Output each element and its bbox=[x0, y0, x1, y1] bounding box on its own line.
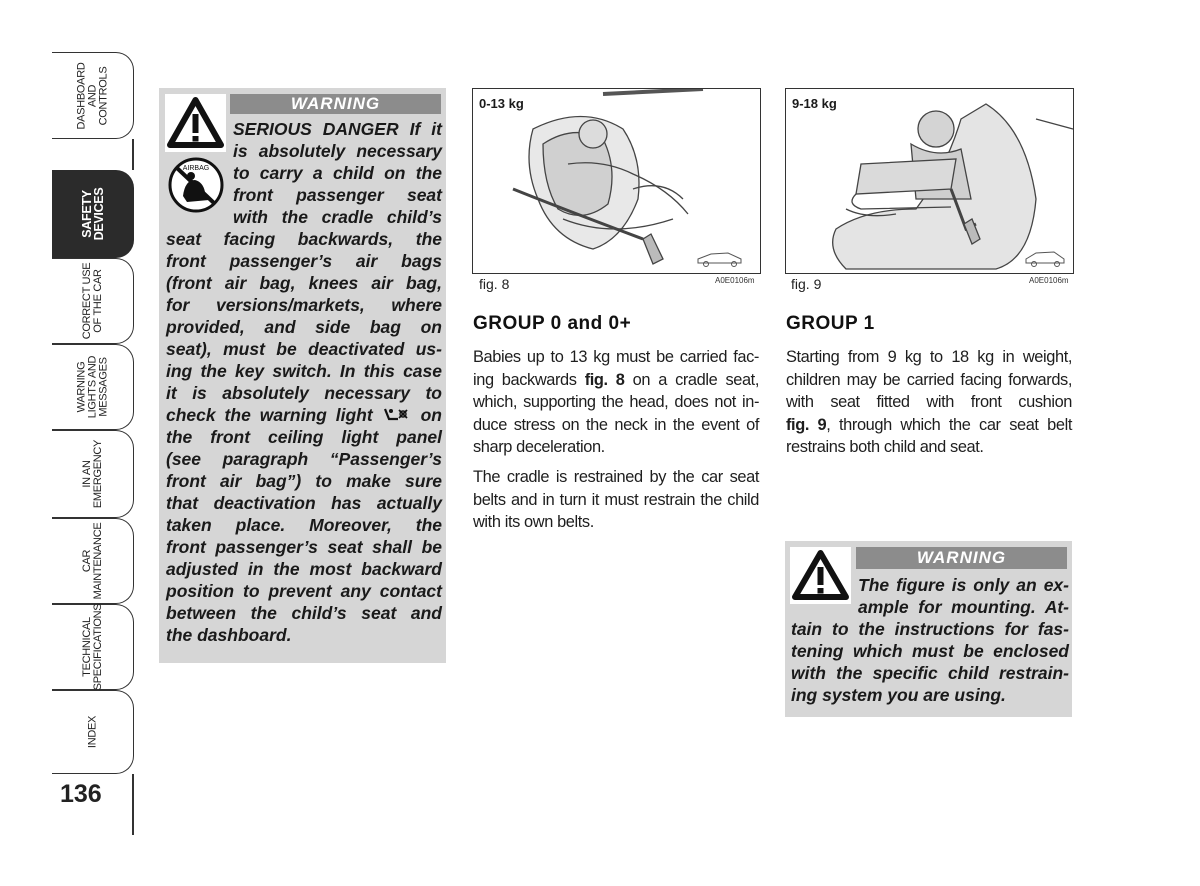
warning-line: front passenger’s air bags bbox=[166, 251, 442, 271]
warning-line: is absolutely necessary bbox=[233, 141, 442, 161]
text-line: The cradle is restrained by the car seat bbox=[473, 468, 759, 486]
warning-line: ample for mounting. At- bbox=[858, 597, 1069, 617]
page-number: 136 bbox=[60, 780, 102, 808]
text-line: restrains both child and seat. bbox=[786, 438, 984, 456]
cradle-seat-illustration bbox=[473, 89, 760, 273]
tab-label: DASHBOARD AND CONTROLS bbox=[75, 62, 110, 129]
text-line bbox=[473, 369, 759, 392]
tab-warning-lights-and-messages[interactable] bbox=[52, 344, 134, 430]
text-line bbox=[786, 414, 1072, 437]
warning-line: ing system you are using. bbox=[791, 685, 1006, 705]
warning-line: tain to the instructions for fas- bbox=[791, 619, 1069, 639]
warning-line: to carry a child on the bbox=[233, 163, 442, 183]
text-line: children may be carried facing forwards, bbox=[786, 370, 1072, 389]
figure-9-cushion-seat bbox=[785, 88, 1074, 274]
tab-label: SAFETY DEVICES bbox=[80, 187, 106, 241]
warning-line bbox=[166, 404, 442, 426]
passenger-airbag-light-icon bbox=[382, 406, 412, 422]
warning-line: SERIOUS DANGER If it bbox=[233, 119, 442, 139]
tab-label: INDEX bbox=[86, 715, 99, 749]
svg-text:AIRBAG: AIRBAG bbox=[182, 165, 210, 172]
warning-text bbox=[791, 574, 1069, 706]
section-tab-navigation bbox=[52, 52, 134, 837]
text-line: duce stress on the neck in the event of bbox=[473, 415, 759, 434]
text-line: with seat fitted with front cushion bbox=[786, 393, 1072, 411]
warning-line: that deactivation has actually bbox=[166, 493, 442, 513]
warning-line: position to prevent any contact bbox=[166, 581, 442, 601]
text-span: ing backwards bbox=[473, 370, 585, 389]
text-span: , through which the car seat belt bbox=[826, 415, 1072, 434]
figure-code: A0E0106m bbox=[715, 276, 755, 285]
warning-line: with the cradle child’s bbox=[233, 207, 442, 227]
tab-label: IN AN EMERGENCY bbox=[81, 439, 104, 509]
figure-reference: fig. 9 bbox=[786, 415, 827, 434]
section-heading-group-0: GROUP 0 and 0+ bbox=[473, 313, 632, 334]
tab-label: CAR MAINTENANCE bbox=[81, 522, 104, 600]
tab-dashboard-and-controls[interactable] bbox=[52, 52, 134, 139]
warning-line-part: on bbox=[420, 405, 442, 425]
text-span: on a cradle seat, bbox=[624, 370, 759, 389]
warning-box-mounting-example bbox=[785, 541, 1072, 717]
tab-in-an-emergency[interactable] bbox=[52, 430, 134, 518]
text-line: belts and in turn it must restrain the child bbox=[473, 490, 759, 509]
warning-line: taken place. Moreover, the bbox=[166, 515, 442, 535]
figure-reference: fig. 8 bbox=[584, 370, 625, 389]
figure-8-cradle-seat bbox=[472, 88, 761, 274]
warning-line: seat), must be deactivated us- bbox=[166, 339, 442, 359]
text-line: sharp deceleration. bbox=[473, 438, 605, 456]
tab-label: WARNING LIGHTS AND MESSAGES bbox=[75, 355, 110, 419]
warning-line: front air bag”) to make sure bbox=[166, 471, 442, 491]
group-0-paragraph-1 bbox=[473, 346, 759, 459]
warning-line-part: check the warning light bbox=[166, 405, 373, 425]
warning-line: tening which must be enclosed bbox=[791, 641, 1069, 661]
tab-car-maintenance[interactable] bbox=[52, 518, 134, 604]
figure-caption: fig. 8 bbox=[479, 276, 510, 292]
warning-line: The figure is only an ex- bbox=[858, 575, 1069, 595]
warning-line: with the specific child restrain- bbox=[791, 663, 1069, 683]
front-cushion-seat-illustration bbox=[786, 89, 1073, 273]
warning-box-serious-danger bbox=[159, 88, 446, 663]
warning-line: ing the key switch. In this case bbox=[166, 361, 442, 381]
warning-header: WARNING bbox=[230, 94, 441, 114]
group-0-paragraph-2 bbox=[473, 466, 759, 534]
warning-line: between the child’s seat and bbox=[166, 603, 442, 623]
warning-line: (see paragraph “Passenger’s bbox=[166, 449, 442, 469]
warning-header: WARNING bbox=[856, 547, 1067, 569]
weight-label: 9-18 kg bbox=[792, 96, 837, 111]
warning-line: adjusted in the most backward bbox=[166, 559, 442, 579]
warning-line: for versions/markets, where bbox=[166, 295, 442, 315]
tab-label: TECHNICAL SPECIFICATIONS bbox=[81, 603, 104, 691]
figure-caption: fig. 9 bbox=[791, 276, 822, 292]
text-line: with its own belts. bbox=[473, 513, 594, 531]
group-1-paragraph bbox=[786, 346, 1072, 459]
warning-line: front passenger’s seat shall be bbox=[166, 537, 442, 557]
text-line: Starting from 9 kg to 18 kg in weight, bbox=[786, 348, 1072, 366]
figure-code: A0E0106m bbox=[1029, 276, 1069, 285]
warning-line: (front air bag, knees air bag, bbox=[166, 273, 442, 293]
warning-line: seat facing backwards, the bbox=[166, 229, 442, 249]
warning-text bbox=[166, 118, 442, 646]
text-line: which, supporting the head, does not in- bbox=[473, 393, 759, 411]
section-heading-group-1: GROUP 1 bbox=[786, 313, 875, 334]
tab-technical-specifications[interactable] bbox=[52, 604, 134, 690]
text-line: Babies up to 13 kg must be carried fac- bbox=[473, 348, 759, 366]
tab-safety-devices[interactable] bbox=[52, 170, 134, 258]
warning-line: the dashboard. bbox=[166, 625, 292, 645]
tab-index[interactable] bbox=[52, 690, 134, 774]
tab-label: CORRECT USE OF THE CAR bbox=[81, 262, 104, 340]
tab-correct-use-of-the-car[interactable] bbox=[52, 258, 134, 344]
warning-line: front passenger seat bbox=[233, 185, 442, 205]
warning-line: the front ceiling light panel bbox=[166, 427, 442, 447]
warning-line: provided, and side bag on bbox=[166, 317, 442, 337]
warning-line: it is absolutely necessary to bbox=[166, 383, 442, 403]
weight-label: 0-13 kg bbox=[479, 96, 524, 111]
